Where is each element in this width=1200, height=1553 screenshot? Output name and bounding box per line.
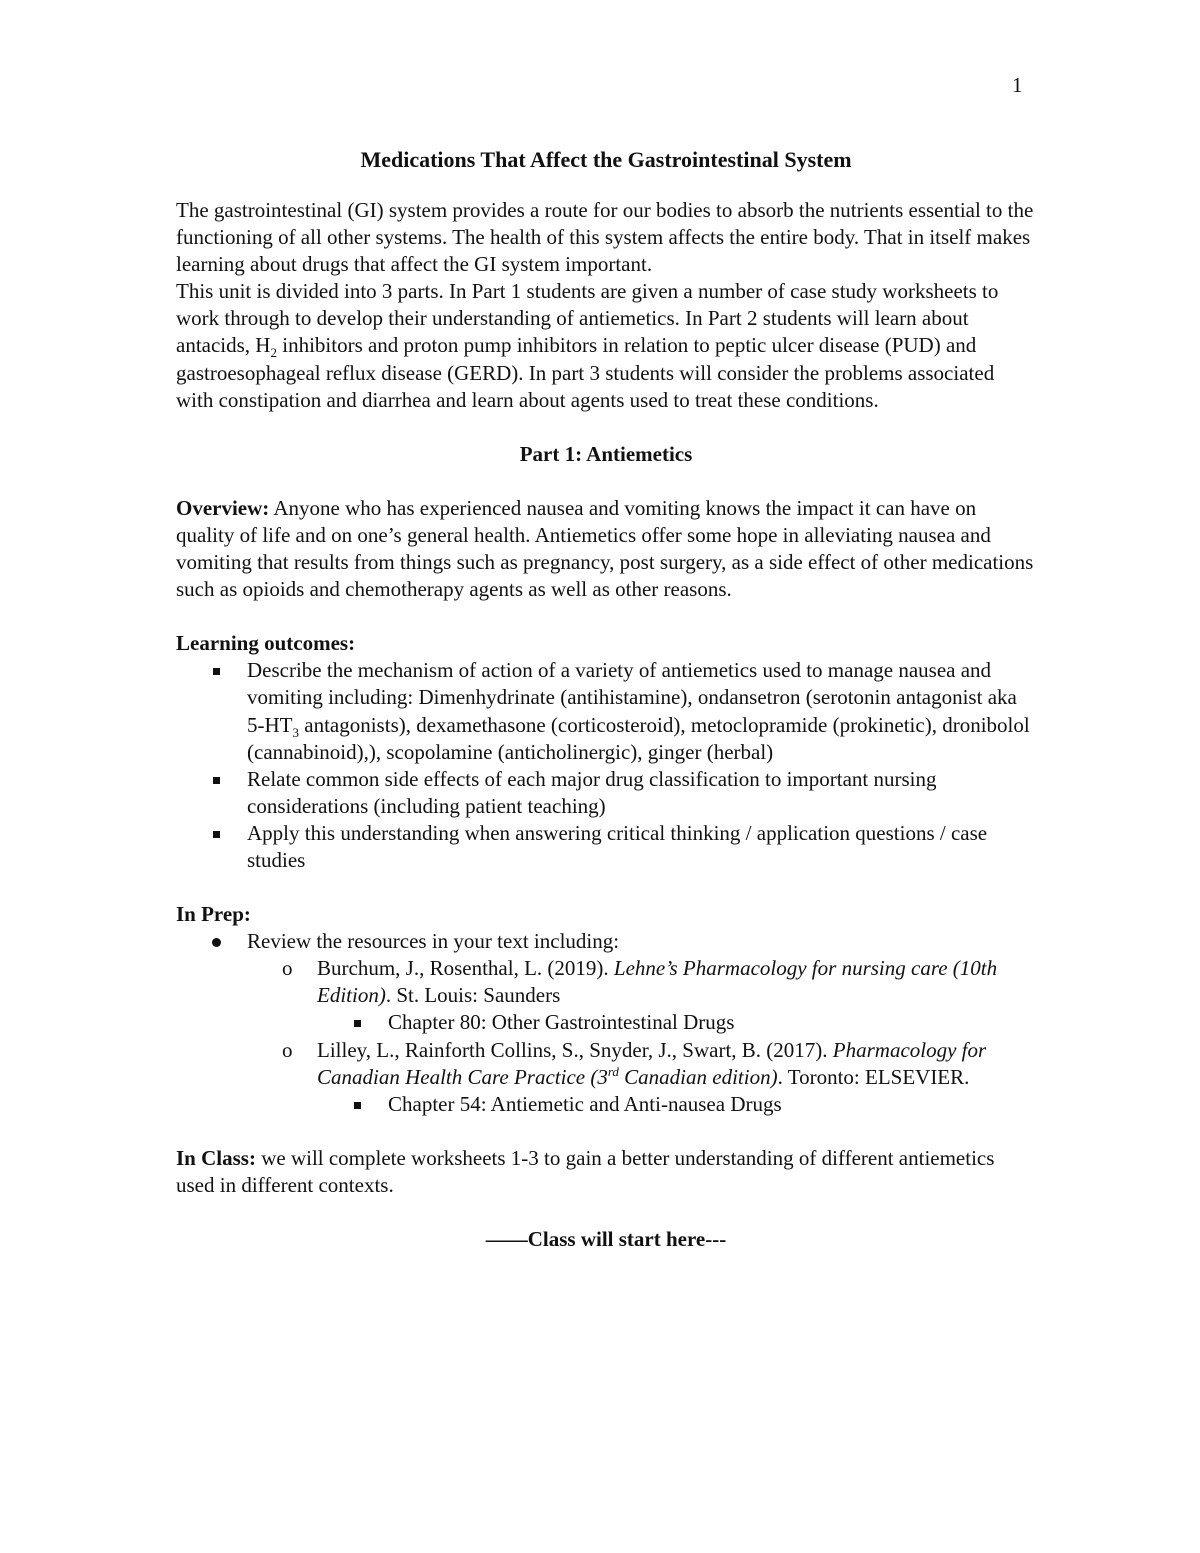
circle-bullet-icon: o bbox=[282, 956, 293, 981]
square-bullet-icon bbox=[213, 777, 220, 784]
round-bullet-icon bbox=[212, 938, 221, 947]
reference-1-publisher: . St. Louis: Saunders bbox=[385, 983, 561, 1008]
learning-outcome-item bbox=[176, 766, 1036, 820]
outcome-2-text: Relate common side effects of each major drug classification to important nursing considerations (including patient teaching) bbox=[247, 766, 937, 818]
chapter-item bbox=[176, 1091, 1036, 1118]
reference-1-title: Lehne’s Pharmacology for nursing care (10th Edition) bbox=[317, 956, 998, 1008]
overview-text: Anyone who has experienced nausea and vomiting knows the impact it can have on quality of life and on one’s general health. Antiemetics offer some hope in alleviating nausea and vomiting that results from things such as pregnancy, post surgery, as a side effect of other medications such as opioids and chemotherapy agents as well as other reasons. bbox=[176, 495, 1034, 602]
prep-item-text: Review the resources in your text including: bbox=[247, 929, 620, 954]
square-bullet-icon bbox=[213, 831, 220, 838]
intro-paragraph-1: The gastrointestinal (GI) system provides a route for our bodies to absorb the nutrients essential to the functioning of all other systems. The health of this system affects the entire body. That in itself makes learning about drugs that affect the GI system important. bbox=[176, 198, 1034, 277]
document-title: Medications That Affect the Gastrointestinal System bbox=[360, 147, 852, 172]
overview-label: Overview: bbox=[176, 495, 270, 520]
chapter-item bbox=[176, 1009, 1036, 1036]
reference-2-publisher: . Toronto: ELSEVIER. bbox=[777, 1064, 970, 1089]
h2-subscript: 2 bbox=[270, 345, 277, 361]
reference-2-title-a: Pharmacology for Canadian Health Care Practice (3 bbox=[317, 1037, 987, 1089]
intro-text-b: inhibitors and proton pump inhibitors in relation to peptic ulcer disease (PUD) and gastroesophageal reflux disease (GERD). In part 3 students will consider the problems associated with constipation and diarrhea and learn about agents used to treat these conditions. bbox=[176, 333, 995, 412]
learning-outcomes-heading: Learning outcomes: bbox=[176, 631, 356, 656]
outcome-1-text-a: Describe the mechanism of action of a variety of antiemetics used to manage nausea and vomiting including: Dimenhydrinate (antihistamine), ondansetron (serotonin antagonist aka 5-HT bbox=[247, 658, 1017, 737]
learning-outcome-item bbox=[176, 657, 1036, 765]
reference-item bbox=[176, 955, 1036, 1009]
intro-text-a: This unit is divided into 3 parts. In Part 1 students are given a number of case study worksheets to work through to develop their understanding of antiemetics. In Part 2 students will learn about antacids, H bbox=[176, 279, 999, 358]
reference-1-chapter: Chapter 80: Other Gastrointestinal Drugs bbox=[388, 1010, 735, 1035]
reference-item bbox=[176, 1037, 1036, 1091]
reference-2-title-b: Canadian edition) bbox=[618, 1064, 778, 1089]
reference-2-chapter: Chapter 54: Antiemetic and Anti-nausea Drugs bbox=[388, 1091, 782, 1116]
in-class-label: In Class: bbox=[176, 1145, 256, 1170]
in-class-paragraph bbox=[176, 1145, 1036, 1199]
part1-heading: Part 1: Antiemetics bbox=[519, 441, 693, 466]
in-class-text: we will complete worksheets 1-3 to gain a better understanding of different antiemetics used in different contexts. bbox=[176, 1145, 995, 1197]
class-start-marker: ——Class will start here--- bbox=[485, 1227, 727, 1251]
document-body bbox=[176, 146, 1036, 1253]
square-bullet-icon bbox=[354, 1020, 361, 1027]
overview-paragraph bbox=[176, 495, 1036, 603]
outcome-1-text-b: antagonists), dexamethasone (corticosteroid), metoclopramide (prokinetic), dronibolol (cannabinoid),), scopolamine (anticholinergic), ginger (herbal) bbox=[247, 712, 1030, 764]
learning-outcome-item bbox=[176, 820, 1036, 874]
learning-outcomes-list bbox=[176, 657, 1036, 874]
page-number: 1 bbox=[1012, 73, 1023, 97]
ht3-subscript: 3 bbox=[292, 724, 299, 740]
reference-2-authors: Lilley, L., Rainforth Collins, S., Snyder, J., Swart, B. (2017). bbox=[317, 1037, 833, 1062]
intro-paragraph-2 bbox=[176, 278, 1036, 413]
reference-1-authors: Burchum, J., Rosenthal, L. (2019). bbox=[317, 956, 614, 981]
outcome-3-text: Apply this understanding when answering critical thinking / application questions / case studies bbox=[247, 820, 988, 872]
circle-bullet-icon: o bbox=[282, 1037, 293, 1062]
in-prep-heading: In Prep: bbox=[176, 902, 251, 927]
in-prep-list bbox=[176, 928, 1036, 1118]
ordinal-superscript: rd bbox=[607, 1063, 619, 1079]
square-bullet-icon bbox=[213, 668, 220, 675]
square-bullet-icon bbox=[354, 1102, 361, 1109]
prep-item bbox=[176, 928, 1036, 955]
